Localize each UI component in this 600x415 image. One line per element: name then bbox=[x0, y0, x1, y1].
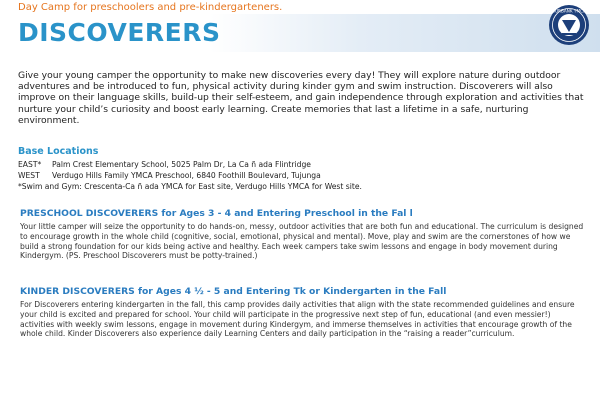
location-text: Palm Crest Elementary School, 5025 Palm Dr, La Ca ñ ada Flintridge bbox=[52, 160, 311, 169]
preschool-heading: PRESCHOOL DISCOVERERS for Ages 3 - 4 and Entering Preschool in the Fal l bbox=[20, 208, 413, 219]
base-locations-heading: Base Locations bbox=[18, 146, 99, 157]
location-text: Verdugo Hills Family YMCA Preschool, 6840 Foothill Boulevard, Tujunga bbox=[52, 171, 321, 180]
preschool-body: Your little camper will seize the opportunity to do hands-on, messy, outdoor activities that are both fun and educational. The curriculum is designed to encourage growth in the whole child (cognitive, social, emotional, physical and mental). Move, play and swim are the cornerstones of how we build a strong foundation for our kids being active and healthy. Each week campers take swim lessons and engage in body movement during Kindergym. (PS. Preschool Discoverers must be potty-trained.) bbox=[20, 222, 584, 261]
intro-paragraph: Give your young camper the opportunity to make new discoveries every day! They will explore nature during outdoor adventures and be introduced to fun, physical activity during kinder gym and swim instruction. Discoverers will also improve on their language skills, build-up their self-esteem, and gain independence through exploration and activities that nurture your child’s curiosity and boost early learning. Create memories that last a lifetime in a safe, nurturing environment. bbox=[18, 70, 584, 126]
kinder-body: For Discoverers entering kindergarten in the fall, this camp provides daily activities that align with the state recommended guidelines and ensure your child is excited and prepared for school. Your child will participate in the progressive next step of fun, educational (and even messier!) activities with weekly swim lessons, engage in movement during Kindergym, and immerse themselves in activities that encourage growth of the whole child. Kinder Discoverers also experience daily Learning Centers and daily participation in the “raising a reader”curriculum. bbox=[20, 300, 575, 339]
top-tagline: Day Camp for preschoolers and pre-kindergarteners. bbox=[18, 2, 283, 13]
logo-text: BURBANK YMCA bbox=[552, 8, 586, 14]
location-key: WEST bbox=[18, 171, 40, 180]
location-east bbox=[18, 160, 311, 169]
location-key: EAST* bbox=[18, 160, 42, 169]
page-title: DISCOVERERS bbox=[18, 18, 221, 47]
kinder-heading: KINDER DISCOVERERS for Ages 4 ½ - 5 and Entering Tk or Kindergarten in the Fall bbox=[20, 286, 447, 297]
ymca-seal-icon bbox=[548, 4, 590, 46]
location-west bbox=[18, 171, 321, 180]
swim-gym-note: *Swim and Gym: Crescenta-Ca ñ ada YMCA for East site, Verdugo Hills YMCA for West site. bbox=[18, 182, 362, 191]
